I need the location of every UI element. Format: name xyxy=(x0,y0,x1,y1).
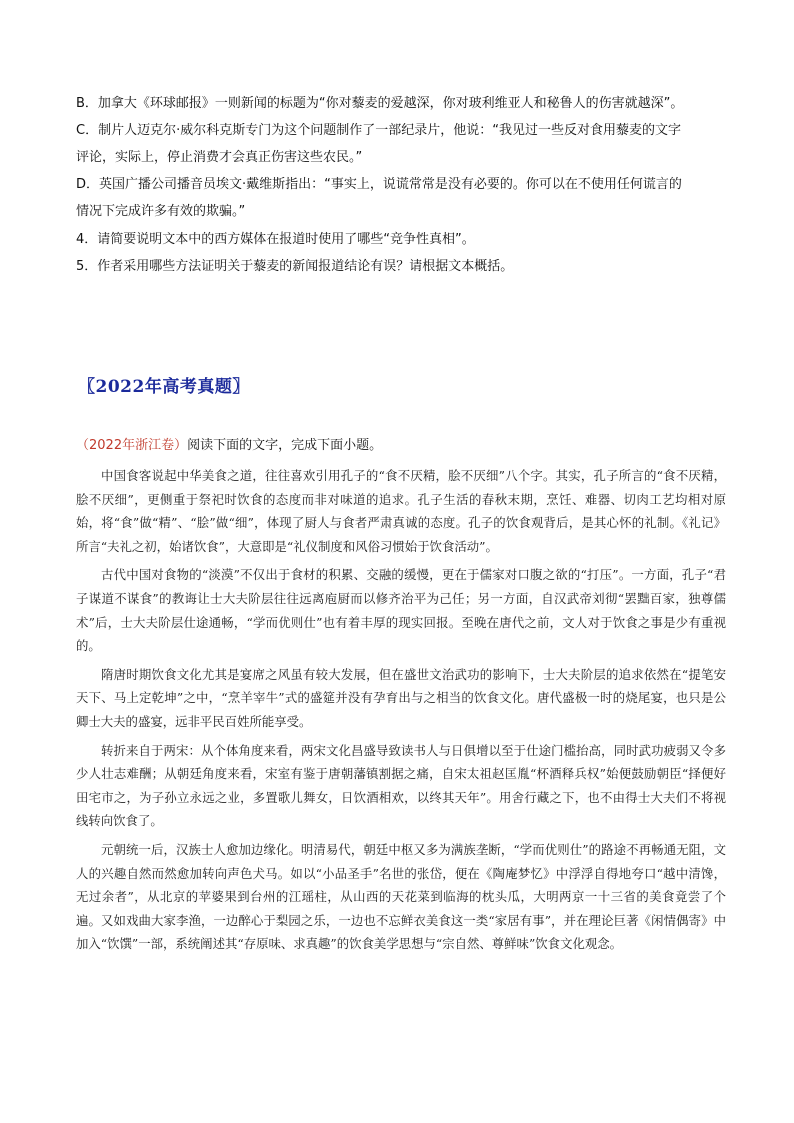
article-body xyxy=(76,464,726,961)
article-paragraph-1: 中国食客说起中华美食之道，往往喜欢引用孔子的“食不厌精，脍不厌细”八个字。其实，孔子所言的“食不厌精，脍不厌细”，更侧重于祭祀时饮食的态度而非对味道的追求。孔子生活的春秋末期，烹饪、难器、切肉工艺均相对原始，将“食”做“精”、“脍”做“细”，体现了厨人与食者严肃真诚的态度。孔子的饮食观背后，是其心怀的礼制。《礼记》所言“夫礼之初，始诸饮食”，大意即是“礼仪制度和风俗习惯始于饮食活动”。 xyxy=(76,468,726,554)
option-d-line-1: D．英国广播公司播音员埃文·戴维斯指出：“事实上，说谎常常是没有必要的。你可以在不使用任何谎言的 xyxy=(76,177,682,192)
exam-source: （2022年浙江卷） xyxy=(76,438,188,453)
reading-instruction xyxy=(76,437,382,455)
article-paragraph-4: 转折来自于两宋：从个体角度来看，两宋文化昌盛导致读书人与日俱增以至于仕途门槛抬高，同时武功疲弱又令多少人壮志难酬；从朝廷角度来看，宋室有鉴于唐朝藩镇割据之痛，自宋太祖赵匡胤“杯酒释兵权”始便鼓励朝臣“择便好田宅市之，为子孙立永远之业，多置歌儿舞女，日饮酒相欢，以终其天年”。用舍行藏之下，也不由得士大夫们不将视线转向饮食了。 xyxy=(76,742,726,829)
option-d-line-2: 情况下完成许多有效的欺骗。” xyxy=(76,204,246,219)
option-c-line-2: 评论，实际上，停止消费才会真正伤害这些农民。” xyxy=(76,150,363,165)
section-title: 〖2022年高考真题〗 xyxy=(78,377,250,397)
question-5: 5．作者采用哪些方法证明关于藜麦的新闻报道结论有误？请根据文本概括。 xyxy=(76,259,514,274)
option-b xyxy=(76,95,726,113)
option-c-line-1: C．制片人迈克尔·威尔科克斯专门为这个问题制作了一部纪录片，他说：“我见过一些反对食用藜麦的文字 xyxy=(76,123,681,138)
option-d xyxy=(76,176,726,221)
option-c xyxy=(76,122,726,167)
instruction-text: 阅读下面的文字，完成下面小题。 xyxy=(187,438,383,453)
article-paragraph-2: 古代中国对食物的“淡漠”不仅出于食材的积累、交融的缓慢，更在于儒家对口腹之欲的“打压”。一方面，孔子“君子谋道不谋食”的教诲让士大夫阶层往往远离庖厨而以修齐治平为己任；另一方面，自汉武帝刘彻“罢黜百家，独尊儒术”后，士大夫阶层仕途通畅，“学而优则仕”也有着丰厚的现实回报。至晚在唐代之前，文人对于饮食之事是少有重视的。 xyxy=(76,567,726,654)
question-4: 4．请简要说明文本中的西方媒体在报道时使用了哪些“竞争性真相”。 xyxy=(76,232,475,247)
article-paragraph-5: 元朝统一后，汉族士人愈加边缘化。明清易代，朝廷中枢又多为满族垄断，“学而优则仕”的路途不再畅通无阻，文人的兴趣自然而然愈加转向声色犬马。如以“小品圣手”名世的张岱，便在《陶庵梦忆》中浮浮自得地夸口“越中清馋，无过余者”，从北京的苹婆果到台州的江瑶柱，从山西的天花菜到临海的枕头瓜，大明两京一十三省的美食竟尝了个遍。又如戏曲大家李渔，一边醉心于梨园之乐，一边也不忘鲜衣美食这一类“家居有事”，并在理论巨著《闲情偶寄》中加入“饮馔”一部，系统阐述其“存原味、求真趣”的饮食美学思想与“宗自然、尊鲜味”饮食文化观念。 xyxy=(76,841,726,952)
article-paragraph-3: 隋唐时期饮食文化尤其是宴席之风虽有较大发展，但在盛世文治武功的影响下，士大夫阶层的追求依然在“提笔安天下、马上定乾坤”之中，“烹羊宰牛”式的盛筵并没有孕育出与之相当的饮食文化。唐代盛极一时的烧尾宴，也只是公卿士大夫的盛宴，远非平民百姓所能享受。 xyxy=(76,666,726,729)
option-b-line-1: B．加拿大《环球邮报》一则新闻的标题为“你对藜麦的爱越深，你对玻利维亚人和秘鲁人的伤害就越深”。 xyxy=(76,96,684,111)
